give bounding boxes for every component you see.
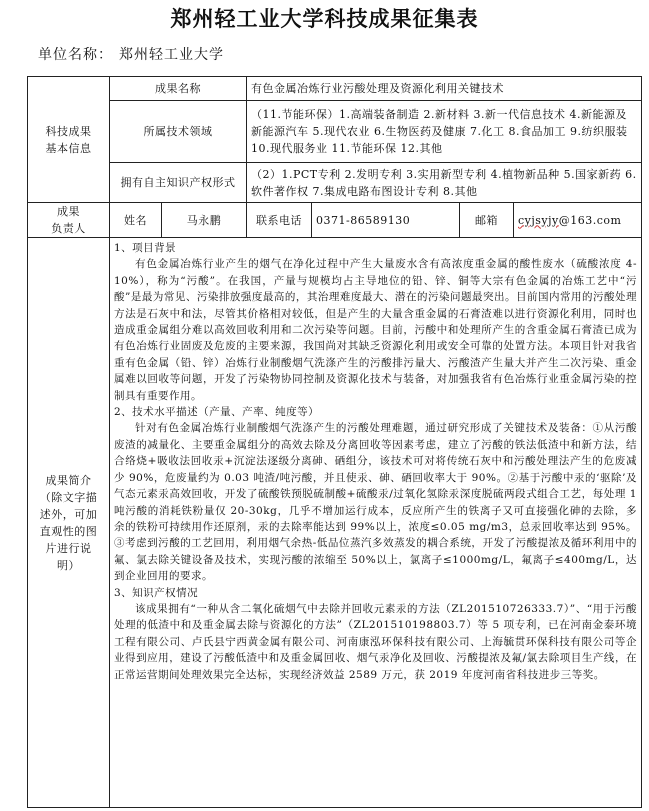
tech-level-heading: 2、技术水平描述（产量、产率、纯度等） bbox=[114, 406, 320, 419]
ip-heading: 3、知识产权情况 bbox=[114, 586, 199, 599]
phone-value: 0371-86589130 bbox=[312, 203, 460, 238]
email-value bbox=[514, 203, 642, 238]
unit-value: 郑州轻工业大学 bbox=[119, 47, 224, 63]
person-section-label: 成果 负责人 bbox=[28, 203, 110, 238]
background-heading: 1、项目背景 bbox=[114, 242, 177, 254]
ip-form-value: （2）1.PCT专利 2.发明专利 3.实用新型专利 4.植物新品种 5.国家新药 6.软件著作权 7.集成电路布图设计专利 8.其他 bbox=[247, 163, 642, 203]
tech-level-paragraph: 针对有色金属冶炼行业制酸烟气洗涤产生的污酸处理难题，通过研究形成了关键技术及装备：①从污酸废渣的减量化、主要重金属组分的高效去除及分离回收等因素考虑，建立了污酸的铁法低渣中和新方法，结合络烧+吸收法回收汞+沉淀法逐级分离砷、硒组分，该技术可对将传统石灰中和污酸处理法产生的危废减少 90%，危废量约为 0.03 吨渣/吨污酸，并且使汞、砷、硒回收率大于 90%。②基于污酸中汞的‘驱除’及气态元素汞高效回收，开发了硫酸铁预脱硫制酸+硫酸汞/过氧化氢除汞深度脱硫两段式组合工艺，每处理 1 吨污酸的消耗铁粉量仅 20-30kg，几乎不增加运行成本，反应所产生的铁离子又可直接强化砷的去除，多余的铁粉可持续用作还原剂，汞的去除率能达到 99%以上，浓度≤0.05 mg/m3，总汞回收率达到 95%。③考虑到污酸的工艺回用，利用烟气余热-低品位蒸汽多效蒸发的耦合系统，开发了污酸提浓及循环利用中的氟、氯去除关键设备及技术，实现污酸的浓缩至 50%以上，氯离子≤1000mg/L，氟离子≤400mg/L，达到企业回用的要求。 bbox=[114, 422, 637, 583]
background-paragraph: 有色金属冶炼行业产生的烟气在净化过程中产生大量废水含有高浓度重金属的酸性废水（硫酸浓度 4-10%），称为“污酸”。在我国，产量与规模均占主导地位的铅、锌、铜等大宗有色金属的冶炼工艺中“污酸”是最为常见、污染排放强度最高的，其治理难度最大、潜在的污染问题最突出。目前国内常用的污酸处理方法是石灰中和法，尽管其价格相对较低，但是产生的大量含重金属的石膏渣难以进行资源化利用，同时也造成重金属组分难以高效回收利用和二次污染等问题。目前，污酸中和处理所产生的含重金属石膏渣已成为有色冶炼行业固废及危废的主要来源，我国尚对其缺乏资源化利用或安全可靠的处置方法。本项目针对我省重有色金属（铅、锌）冶炼行业制酸烟气洗涤产生的污酸排污量大、污酸渣产生量大并产生二次污染、重金属难以回收等问题，开发了污染物协同控制及资源化技术与装备，对加强我省有色冶炼行业重金属污染的控制具有重要作用。 bbox=[114, 258, 637, 402]
tech-field-value: （11.节能环保）1.高端装备制造 2.新材料 3.新一代信息技术 4.新能源及新能源汽车 5.现代农业 6.生物医药及健康 7.化工 8.食品加工 9.纺织服装 10.现代服务业 11.节能环保 12.其他 bbox=[247, 101, 642, 163]
email-user: cyjsyjy bbox=[518, 213, 559, 227]
person-name-label: 姓名 bbox=[110, 203, 162, 238]
summary-content bbox=[110, 238, 642, 808]
tech-field-label: 所属技术领域 bbox=[110, 101, 247, 163]
phone-label: 联系电话 bbox=[247, 203, 312, 238]
achievement-name-label: 成果名称 bbox=[110, 77, 247, 101]
achievement-form-table bbox=[27, 76, 642, 808]
ip-paragraph: 该成果拥有“一种从含二氧化硫烟气中去除并回收元素汞的方法（ZL201510726333.7）”、“用于污酸处理的低渣中和及重金属去除与资源化的方法”（ZL201510198803.7）等 5 项专利，已在河南金泰环境工程有限公司、卢氏县宁西黄金属有限公司、河南康泓环保科技有限公司、上海毓贯环保科技有限公司等企业得到应用，建设了污酸低渣中和及重金属回收、烟气汞净化及回收、污酸提浓及氟/氯去除项目生产线，在正常运营期间处理效果完全达标，实现经济效益 2589 万元，获 2019 年度河南省科技进步三等奖。 bbox=[114, 602, 637, 681]
person-name-value: 马永鹏 bbox=[162, 203, 247, 238]
achievement-name-value: 有色金属冶炼行业污酸处理及资源化利用关键技术 bbox=[247, 77, 642, 101]
unit-label: 单位名称： bbox=[38, 47, 113, 63]
ip-form-label: 拥有自主知识产权形式 bbox=[110, 163, 247, 203]
email-label: 邮箱 bbox=[460, 203, 514, 238]
form-title: 郑州轻工业大学科技成果征集表 bbox=[170, 6, 479, 31]
summary-section-label: 成果简介 （除文字描 述外，可加 直观性的图 片进行说 明） bbox=[28, 238, 110, 808]
unit-line bbox=[38, 44, 224, 64]
email-domain: @163.com bbox=[558, 213, 622, 227]
basic-info-section-label: 科技成果 基本信息 bbox=[28, 77, 110, 203]
